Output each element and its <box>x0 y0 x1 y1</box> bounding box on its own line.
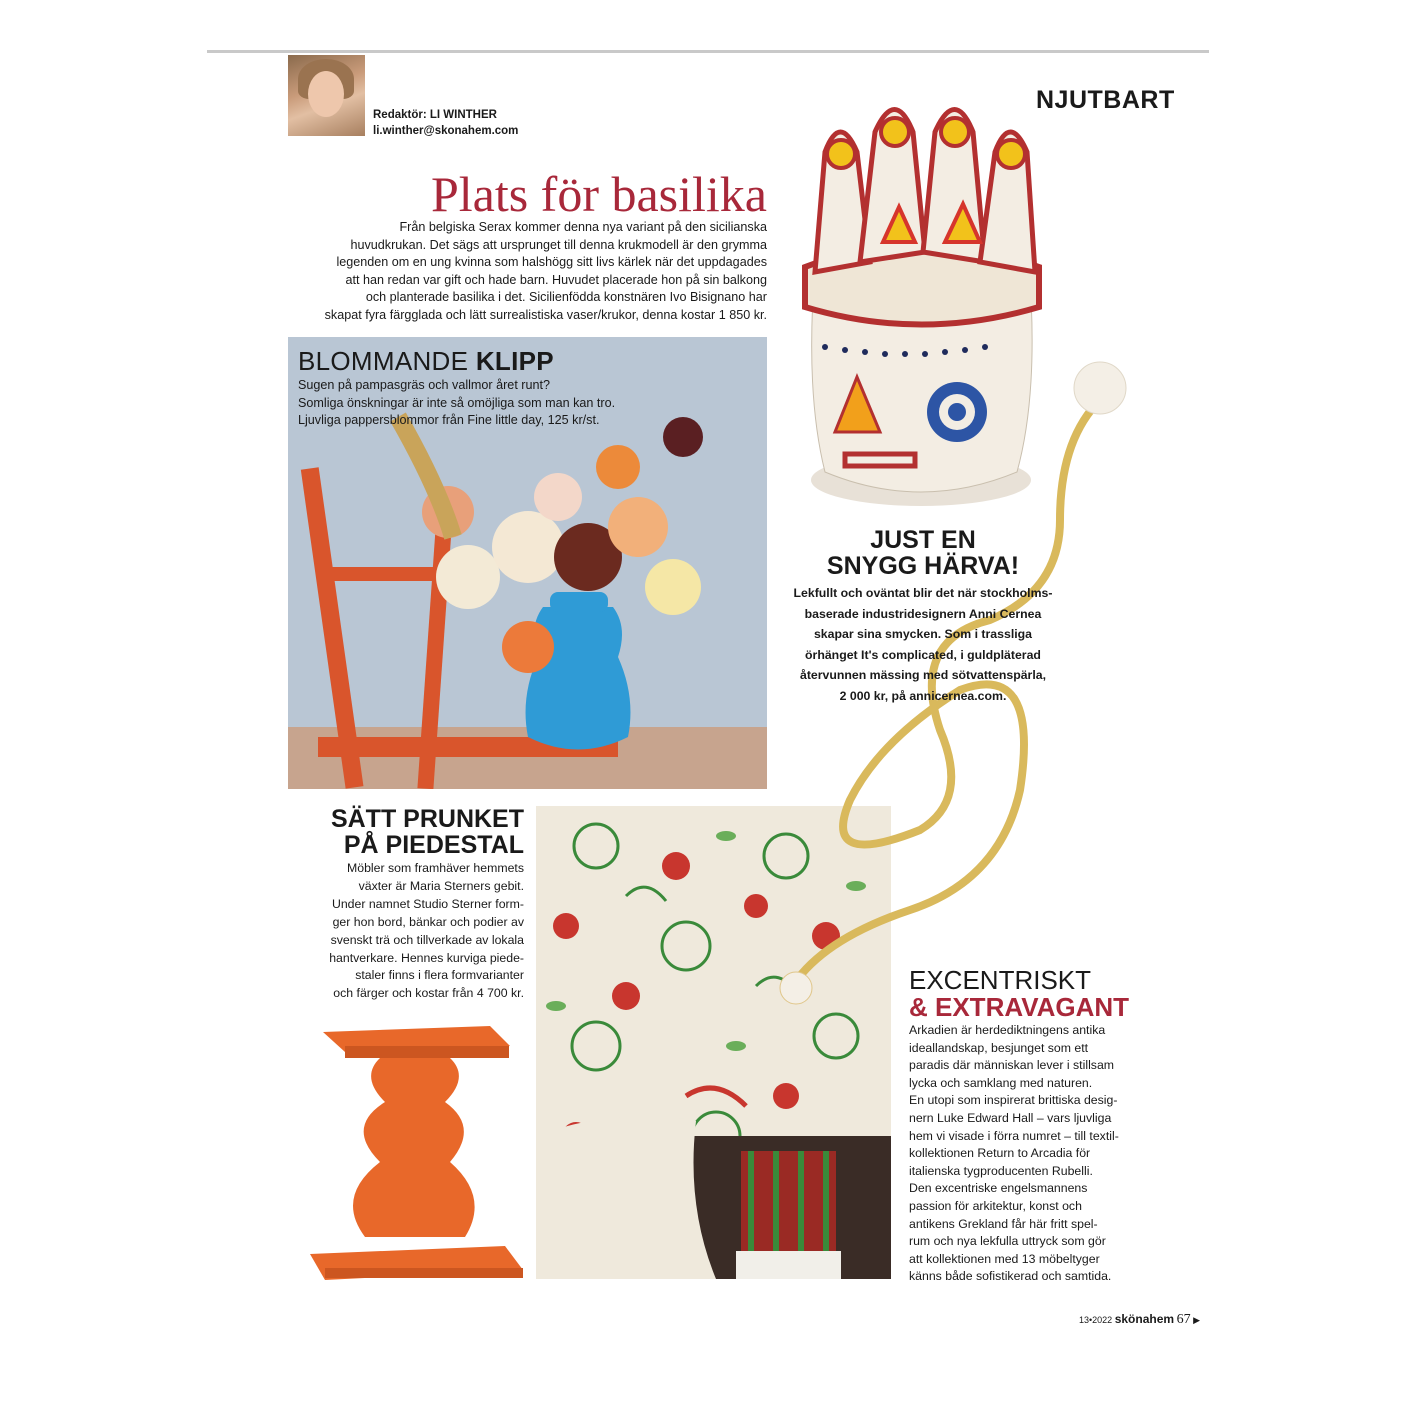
body-line: Somliga önskningar är inte så omöjliga som man kan tro. <box>298 395 616 410</box>
body-line: italienska tygproducenten Rubelli. <box>909 1163 1093 1178</box>
body-line: örhänget It's complicated, i guldpläterad <box>805 647 1041 662</box>
body-line: och planterade basilika i det. Sicilienfödda konstnären Ivo Bisignano har <box>365 290 767 305</box>
body-line: svenskt trä och tillverkade av lokala <box>330 932 524 947</box>
body-line: växter är Maria Sterners gebit. <box>358 878 524 893</box>
body-line: nern Luke Edward Hall – vars ljuvliga <box>909 1110 1112 1125</box>
body-line: att kollektionen med 13 möbeltyger <box>909 1251 1100 1266</box>
body-line: En utopi som inspirerat brittiska desig- <box>909 1093 1118 1108</box>
excent-title-bold: & EXTRAVAGANT <box>909 992 1130 1022</box>
body-line: baserade industridesignern Anni Cernea <box>804 606 1042 621</box>
editor-name: Redaktör: LI WINTHER <box>373 109 497 121</box>
brand-name: skönahem <box>1114 1312 1175 1326</box>
prunket-body <box>296 860 524 1003</box>
orange-pedestal-image <box>305 1022 527 1284</box>
basilika-body <box>288 219 767 325</box>
body-line: Sugen på pampasgräs och vallmor året runt? <box>298 378 551 392</box>
body-line: Lekfullt och oväntat blir det när stockholms- <box>793 586 1053 600</box>
body-line: Från belgiska Serax kommer denna nya variant på den sicilianska <box>399 220 767 234</box>
klipp-title-light: BLOMMANDE <box>298 346 476 376</box>
issue-number: 13•2022 <box>1079 1315 1113 1325</box>
body-line: kollektionen Return to Arcadia för <box>909 1146 1091 1161</box>
editor-portrait <box>288 55 365 136</box>
body-line: passion för arkitektur, konst och <box>909 1198 1082 1213</box>
body-line: skapar sina smycken. Som i trassliga <box>813 627 1033 641</box>
body-line: hem vi visade i förra numret – till textil- <box>909 1128 1119 1143</box>
excent-body <box>909 1022 1149 1286</box>
excent-title-light: EXCENTRISKT <box>909 965 1092 995</box>
body-line: ideallandskap, besjunget som ett <box>909 1040 1089 1055</box>
page-footer <box>1079 1310 1200 1329</box>
body-line: känns både sofistikerad och samtida. <box>909 1269 1112 1284</box>
body-line: lycka och samklang med naturen. <box>909 1075 1093 1090</box>
body-line: huvudkrukan. Det sägs att ursprunget till denna krukmodell är den grymma <box>350 237 767 252</box>
body-line: hantverkare. Hennes kurviga piede- <box>329 950 524 965</box>
body-line: ger hon bord, bänkar och podier av <box>332 914 524 929</box>
body-line: återvunnen mässing med sötvattenspärla, <box>799 668 1047 682</box>
body-line: legenden om en ung kvinna som halshögg sitt livs kärlek när det uppdagades <box>336 255 767 270</box>
body-line: att han redan var gift och hade barn. Huvudet placerade hon på sin balkong <box>345 272 767 287</box>
body-line: Möbler som framhäver hemmets <box>347 861 524 875</box>
body-line: skapat fyra färgglada och lätt surrealistiska vaser/krukor, denna kostar 1 850 kr. <box>324 307 767 322</box>
body-line: Den excentriske engelsmannens <box>909 1181 1088 1196</box>
harva-title-line: SNYGG HÄRVA! <box>826 552 1020 580</box>
body-line: Under namnet Studio Sterner form- <box>331 896 524 911</box>
body-line: rum och nya lekfulla uttryck som gör <box>909 1234 1106 1249</box>
harva-title <box>790 527 1056 579</box>
page-number: 67 <box>1176 1312 1191 1327</box>
harva-title-line: JUST EN <box>870 526 976 554</box>
editor-email[interactable]: li.winther@skonahem.com <box>373 125 519 137</box>
top-rule <box>207 50 1209 53</box>
next-page-arrow-icon[interactable]: ▶ <box>1193 1315 1201 1325</box>
klipp-title-bold: KLIPP <box>475 346 554 376</box>
editor-credit <box>373 107 518 139</box>
basilika-title: Plats för basilika <box>430 166 767 222</box>
klipp-title <box>298 346 554 376</box>
body-line: staler finns i flera formvarianter <box>355 968 524 983</box>
body-line: Arkadien är herdediktningens antika <box>909 1023 1106 1037</box>
body-line: 2 000 kr, på annicernea.com. <box>839 688 1007 703</box>
prunket-title-line: PÅ PIEDESTAL <box>343 831 524 859</box>
harva-body <box>780 583 1066 706</box>
body-line: paradis där människan lever i stillsam <box>909 1058 1115 1073</box>
prunket-title <box>296 806 524 858</box>
body-line: antikens Grekland får här fritt spel- <box>909 1216 1098 1231</box>
body-line: Ljuvliga pappersblommor från Fine little day, 125 kr/st. <box>298 413 600 428</box>
section-label: NJUTBART <box>1036 86 1175 114</box>
klipp-body <box>298 377 698 430</box>
prunket-title-line: SÄTT PRUNKET <box>330 805 524 833</box>
body-line: och färger och kostar från 4 700 kr. <box>333 986 524 1001</box>
